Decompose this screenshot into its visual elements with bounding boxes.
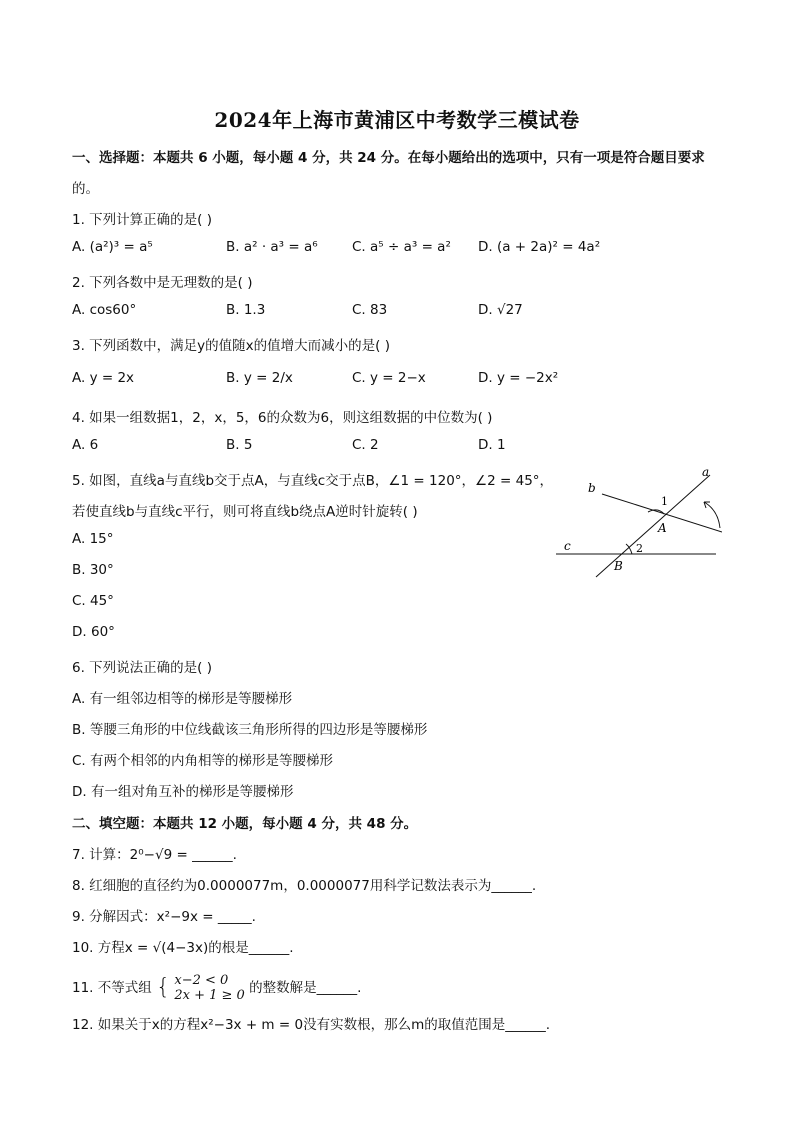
q8: 8. 红细胞的直径约为0.0000077m，0.0000077用科学记数法表示为______.	[72, 878, 537, 894]
q11-prefix: 11. 不等式组	[72, 980, 152, 996]
q1-option-d: D. (a + 2a)² = 4a²	[478, 239, 601, 255]
section2-heading: 二、填空题：本题共 12 小题，每小题 4 分，共 48 分。	[72, 816, 418, 832]
label-c: c	[564, 539, 571, 553]
q11-inequality-1: x−2 < 0	[174, 973, 229, 988]
q2-option-d: D. √27	[478, 302, 523, 318]
q2-stem: 2. 下列各数中是无理数的是( )	[72, 275, 253, 291]
q4-stem: 4. 如果一组数据1，2，x，5，6的众数为6，则这组数据的中位数为( )	[72, 410, 493, 426]
q5-stem-line2: 若使直线b与直线c平行，则可将直线b绕点A逆时针旋转( )	[72, 504, 418, 520]
q2-option-b: B. 1.3	[226, 302, 266, 318]
q6-option-d: D. 有一组对角互补的梯形是等腰梯形	[72, 784, 294, 800]
q5-option-c: C. 45°	[72, 593, 114, 609]
section1-heading-cont: 的。	[72, 181, 99, 197]
label-angle-1: 1	[661, 495, 668, 508]
q7: 7. 计算：2⁰−√9 = ______.	[72, 847, 237, 863]
q5-option-b: B. 30°	[72, 562, 114, 578]
q1-stem: 1. 下列计算正确的是( )	[72, 212, 212, 228]
q6-stem: 6. 下列说法正确的是( )	[72, 660, 212, 676]
label-angle-2: 2	[636, 542, 643, 555]
label-point-a: A	[658, 521, 667, 535]
q2-option-a: A. cos60°	[72, 302, 137, 318]
q4-option-d: D. 1	[478, 437, 506, 453]
q11-suffix: 的整数解是______.	[249, 980, 362, 996]
q2-option-c: C. 83	[352, 302, 388, 318]
q5-geometry-figure	[552, 462, 722, 582]
q12: 12. 如果关于x的方程x²−3x + m = 0没有实数根，那么m的取值范围是______.	[72, 1017, 551, 1033]
q3-stem: 3. 下列函数中，满足y的值随x的值增大而减小的是( )	[72, 338, 390, 354]
exam-title: 2024年上海市黄浦区中考数学三模试卷	[214, 108, 580, 132]
q3-option-a: A. y = 2x	[72, 370, 135, 386]
q6-option-b: B. 等腰三角形的中位线截该三角形所得的四边形是等腰梯形	[72, 722, 428, 738]
label-b: b	[588, 481, 596, 495]
q10: 10. 方程x = √(4−3x)的根是______.	[72, 940, 294, 956]
q5-option-d: D. 60°	[72, 624, 115, 640]
label-point-b: B	[614, 559, 623, 573]
q5-stem-line1: 5. 如图，直线a与直线b交于点A，与直线c交于点B，∠1 = 120°，∠2 = 45°，	[72, 473, 554, 489]
q11	[72, 973, 361, 1003]
q6-option-c: C. 有两个相邻的内角相等的梯形是等腰梯形	[72, 753, 334, 769]
q3-option-d: D. y = −2x²	[478, 370, 559, 386]
q9: 9. 分解因式：x²−9x = _____.	[72, 909, 256, 925]
q11-brace: {	[156, 975, 171, 1000]
q11-inequality-2: 2x + 1 ≥ 0	[174, 988, 245, 1003]
q6-option-a: A. 有一组邻边相等的梯形是等腰梯形	[72, 691, 293, 707]
q1-option-a: A. (a²)³ = a⁵	[72, 239, 153, 255]
q1-option-c: C. a⁵ ÷ a³ = a²	[352, 239, 451, 255]
q4-option-b: B. 5	[226, 437, 253, 453]
rotation-arrow	[704, 502, 720, 528]
label-a: a	[702, 465, 710, 479]
q3-option-c: C. y = 2−x	[352, 370, 426, 386]
q4-option-c: C. 2	[352, 437, 379, 453]
q4-option-a: A. 6	[72, 437, 99, 453]
q1-option-b: B. a² · a³ = a⁶	[226, 239, 318, 255]
q11-system	[174, 973, 244, 1003]
section1-heading: 一、选择题：本题共 6 小题，每小题 4 分，共 24 分。在每小题给出的选项中，只有一项是符合题目要求	[72, 150, 705, 166]
q3-option-b: B. y = 2/x	[226, 370, 293, 386]
q5-option-a: A. 15°	[72, 531, 114, 547]
